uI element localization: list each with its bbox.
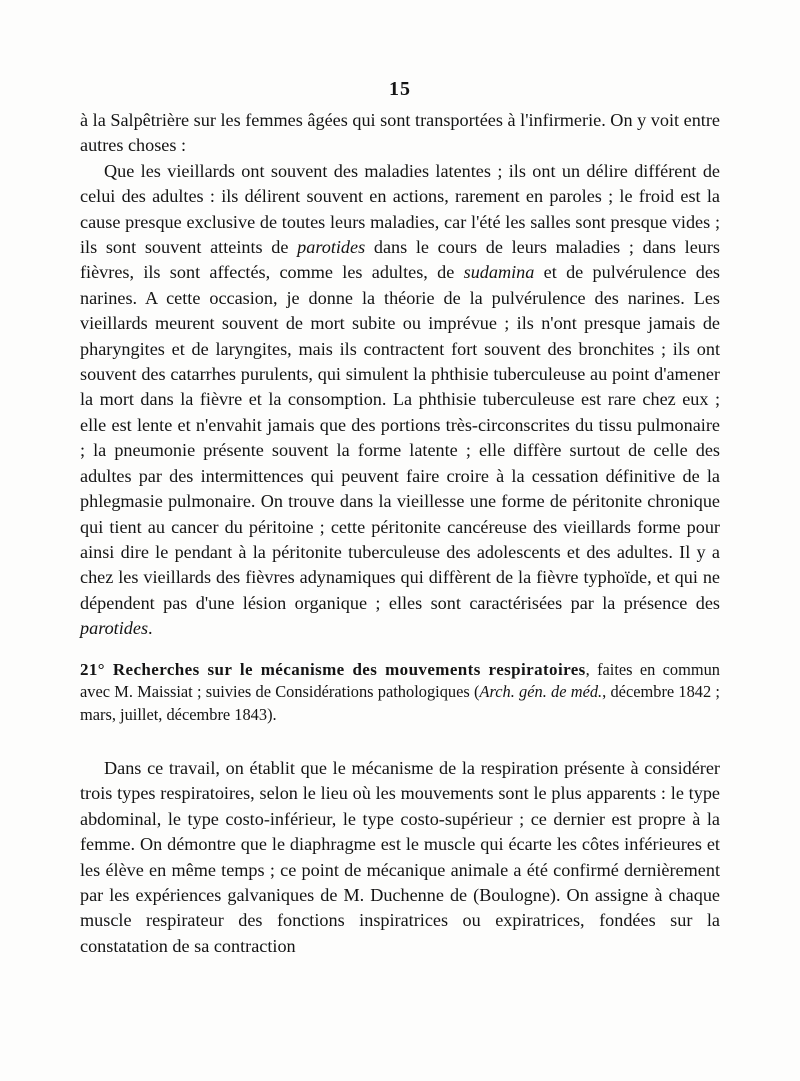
spacer bbox=[80, 726, 720, 756]
paragraph-1: à la Salpêtrière sur les femmes âgées qui sont transportées à l'infirmerie. On y voit entre autres choses : bbox=[80, 110, 720, 156]
paragraph-2-end: . bbox=[148, 618, 153, 639]
italic-sudamina: sudamina bbox=[463, 262, 535, 283]
section-description: , faites en commun avec M. Maissiat ; suivies de Considérations pathologiques ( bbox=[80, 659, 720, 702]
section-number: 21° bbox=[80, 659, 105, 679]
paragraph-2-part-a: Que les vieillards ont souvent des maladies latentes ; ils ont un délire différent de celui des adultes : ils délirent souvent en actions, rarement en paroles ; le froid est la cause presque exclusive de toutes leurs maladies, car l'été les salles sont presque vides ; ils sont souvent atteints de bbox=[80, 160, 720, 258]
body-text bbox=[80, 108, 720, 959]
italic-parotides-2: parotides bbox=[80, 618, 149, 639]
section-title: Recherches sur le mécanisme des mouvements respiratoires bbox=[105, 659, 586, 679]
section-dates: , décembre 1842 ; mars, juillet, décembre 1843). bbox=[80, 682, 720, 724]
paragraph-2 bbox=[80, 159, 720, 642]
paragraph-2-part-c: et de pulvérulence des narines. A cette occasion, je donne la théorie de la pulvérulence des narines. Les vieillards meurent souvent de mort subite ou imprévue ; ils n'ont presque jamais de pharyngites et de laryngites, mais ils contractent fort souvent des bronchites ; ils ont souvent des catarrhes purulents, qui simulent la phthisie tuberculeuse au point d'amener la mort dans la fièvre et la consomption. La phthisie tuberculeuse est rare chez eux ; elle est lente et n'envahit jamais que des portions très-circonscrites du tissu pulmonaire ; la pneumonie présente souvent la forme latente ; elle diffère surtout de celle des adultes par des intermittences qui peuvent faire croire à la cessation définitive de la phlegmasie pulmonaire. On trouve dans la vieillesse une forme de péritonite chronique qui tient au cancer du péritoine ; cette péritonite cancéreuse des vieillards forme pour ainsi dire le pendant à la péritonite tuberculeuse des adolescents et des adultes. Il y a chez les vieillards des fièvres adynamiques qui diffèrent de la fièvre typhoïde, et qui ne dépendent pas d'une lésion organique ; elles sont caractérisées par la présence des bbox=[80, 262, 720, 613]
section-journal: Arch. gén. de méd. bbox=[479, 682, 603, 702]
paragraph-3: Dans ce travail, on établit que le mécanisme de la respiration présente à considérer trois types respiratoires, selon le lieu où les mouvements sont le plus apparents : le type abdominal, le type costo-inférieur, le type costo-supérieur ; ce dernier est propre à la femme. On démontre que le diaphragme est le muscle qui écarte les côtes inférieures et les élève en même temps ; ce point de mécanique animale a été confirmé dernièrement par les expériences galvaniques de M. Duchenne de (Boulogne). On assigne à chaque muscle respirateur des fonctions inspiratrices ou expiratrices, fondées sur la constatation de sa contraction bbox=[80, 758, 720, 956]
section-21-heading bbox=[80, 659, 720, 727]
paragraph-2-part-b: dans le cours de leurs maladies ; dans leurs fièvres, ils sont affectés, comme les adultes, de bbox=[80, 237, 720, 283]
page-number: 15 bbox=[389, 78, 411, 100]
italic-parotides: parotides bbox=[297, 237, 366, 258]
